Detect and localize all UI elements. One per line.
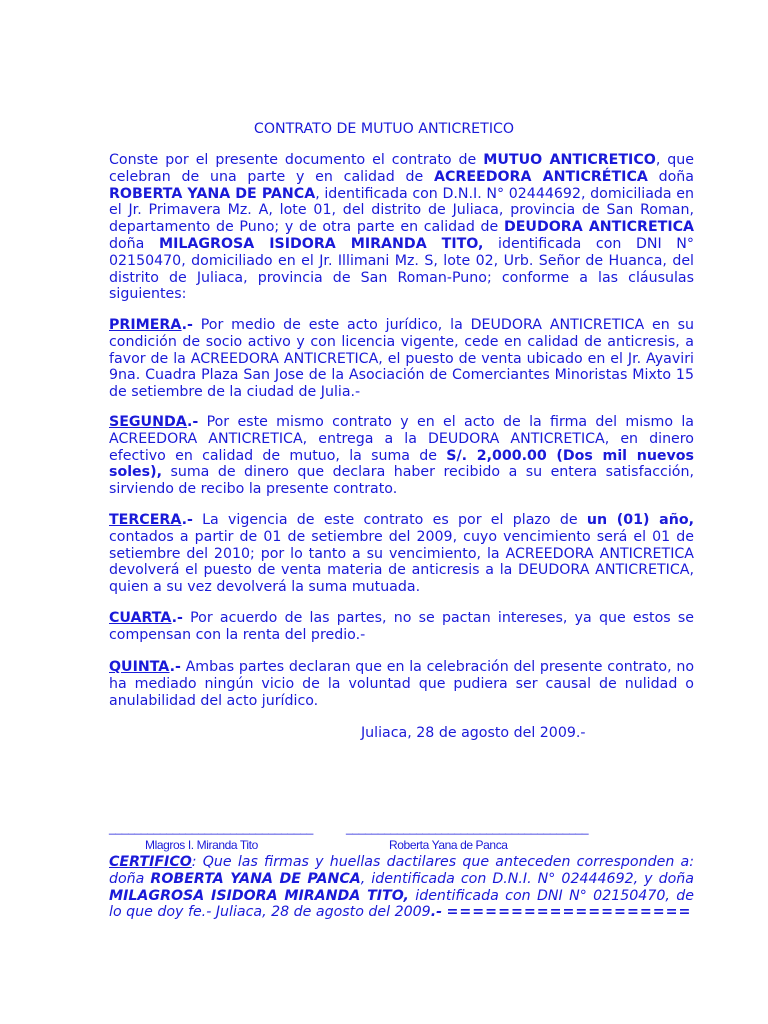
- intro-paragraph: [109, 152, 694, 303]
- clause-heading: CUARTA: [109, 610, 172, 626]
- certification-text: : Que las firmas y huellas dactilares que anteceden corresponden a: doña: [109, 854, 694, 887]
- clause-text: suma de dinero que declara haber recibido a su entera satisfacción, sirviendo de recibo la presente contrato.: [109, 464, 694, 498]
- clause-cuarta: [109, 610, 694, 644]
- debtor-name: MILAGROSA ISIDORA MIRANDA TITO,: [158, 235, 484, 252]
- debtor-name: MILAGROSA ISIDORA MIRANDA TITO,: [109, 887, 409, 904]
- contract-term: un (01) año,: [586, 512, 694, 528]
- contract-type: MUTUO ANTICRETICO: [483, 152, 656, 168]
- intro-text: identificada con DNI N° 02150470, domiciliado en el Jr. Illimani Mz. S, lote 02, Urb. Señor de Huanca, del distrito de Juliaca, provincia de San Roman-Puno; conforme a las cláusulas siguientes:: [109, 235, 694, 303]
- creditor-role: ACREEDORA ANTICRÉTICA: [434, 168, 648, 185]
- clause-text: Ambas partes declaran que en la celebración del presente contrato, no ha mediado ningún vicio de la voluntad que pudiera ser causal de nulidad o anulabilidad del acto jurídico.: [109, 659, 694, 709]
- clause-separator: .-: [181, 512, 193, 528]
- intro-text: , identificada con D.N.I. N° 02444692, domiciliada en el Jr. Primavera Mz. A, lote 01, del distrito de Juliaca, provincia de San Roman, departamento de Puno; y de otra parte en calidad de: [109, 185, 694, 236]
- clause-text: Por medio de este acto jurídico, la DEUDORA ANTICRETICA en su condición de socio activo y con licencia vigente, cede en calidad de anticresis, a favor de la ACREEDORA ANTICRETICA, el puesto de venta ubicado en el Jr. Ayaviri 9na. Cuadra Plaza San Jose de la Asociación de Comerciantes Minoristas Mixto 15 de setiembre de la ciudad de Julia.-: [109, 317, 694, 401]
- loan-amount: S/. 2,000.00 (Dos mil nuevos soles),: [109, 447, 694, 481]
- creditor-name: ROBERTA YANA DE PANCA: [109, 185, 316, 202]
- contract-date: Juliaca, 28 de agosto del 2009.-: [361, 725, 586, 741]
- signature-line-right: ______________________________________: [346, 821, 589, 835]
- certification-paragraph: [109, 854, 694, 921]
- certification-text: , identificada con D.N.I. N° 02444692, y doña: [360, 870, 694, 887]
- clause-separator: .-: [169, 659, 181, 675]
- clause-primera: [109, 317, 694, 401]
- certification-end-mark: .-: [430, 904, 442, 921]
- clause-heading: TERCERA: [109, 512, 182, 528]
- clause-separator: .-: [186, 414, 199, 430]
- debtor-role: DEUDORA ANTICRETICA: [503, 219, 695, 236]
- clause-separator: .-: [171, 610, 183, 626]
- clause-separator: .-: [181, 317, 193, 333]
- clause-text: Por este mismo contrato y en el acto de la firma del mismo la ACREEDORA ANTICRETICA, entrega a la DEUDORA ANTICRETICA, en dinero efectivo en calidad de mutuo, la suma de: [109, 414, 694, 464]
- clause-quinta: [109, 659, 694, 709]
- intro-text: , que celebran de una parte y en calidad de: [109, 152, 695, 185]
- certification-heading: CERTIFICO: [109, 854, 192, 870]
- clause-heading: SEGUNDA: [109, 414, 187, 430]
- intro-text: doña: [647, 168, 694, 185]
- signature-line-left: ________________________________: [109, 821, 313, 835]
- signature-name-left: Mlagros I. Miranda Tito: [145, 838, 258, 852]
- creditor-name: ROBERTA YANA DE PANCA: [150, 870, 361, 887]
- clause-tercera: [109, 512, 694, 596]
- clause-text: contados a partir de 01 de setiembre del 2009, cuyo vencimiento será el 01 de setiembre del 2010; por lo tanto a su vencimiento, la ACREEDORA ANTICRETICA devolverá el puesto de venta materia de anticresis a la DEUDORA ANTICRETICA, quien a su vez devolverá la suma mutuada.: [109, 528, 694, 596]
- clause-text: Por acuerdo de las partes, no se pactan intereses, ya que estos se compensan con la renta del predio.-: [109, 610, 694, 643]
- intro-text: doña: [109, 235, 159, 252]
- clause-heading: PRIMERA: [109, 317, 182, 333]
- clause-segunda: [109, 414, 694, 498]
- clause-heading: QUINTA: [109, 659, 170, 675]
- intro-text: Conste por el presente documento el contrato de: [109, 152, 484, 168]
- signature-name-right: Roberta Yana de Panca: [389, 838, 508, 852]
- clause-text: La vigencia de este contrato es por el plazo de: [192, 512, 587, 528]
- document-title: CONTRATO DE MUTUO ANTICRETICO: [253, 121, 515, 137]
- certification-text: identificada con DNI N° 02150470, de lo que doy fe.- Juliaca, 28 de agosto del 2009: [109, 887, 694, 921]
- closing-equals-line: ===================: [446, 904, 692, 921]
